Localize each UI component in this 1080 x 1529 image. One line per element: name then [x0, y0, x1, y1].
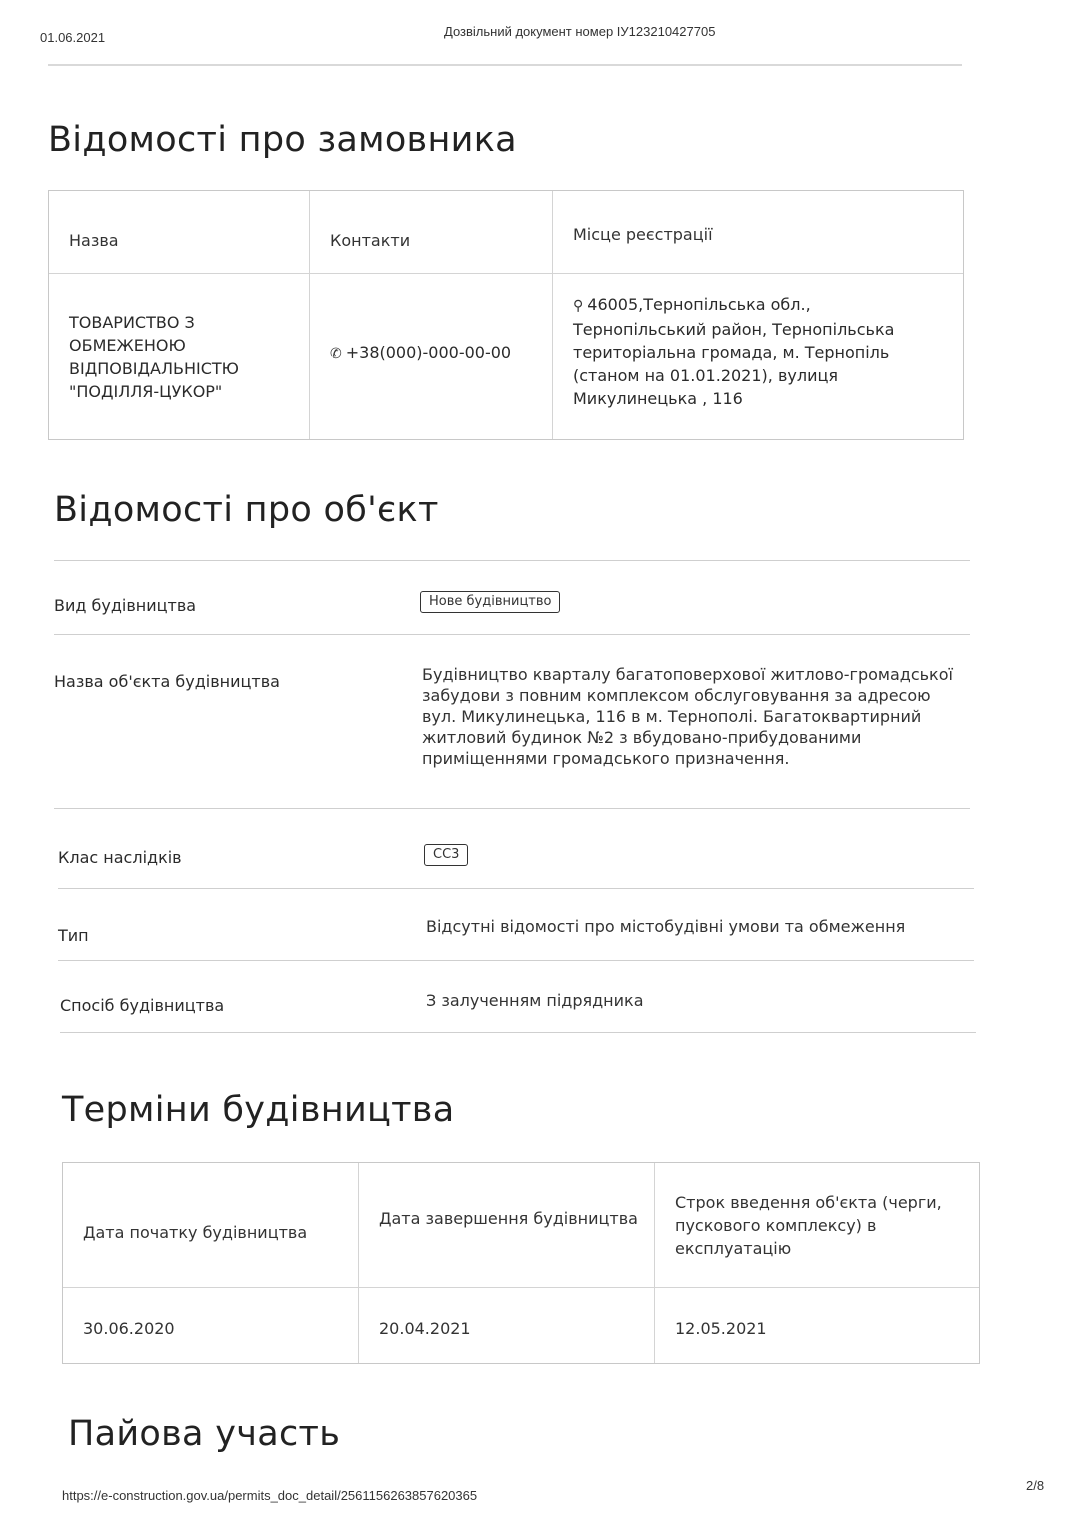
type-value: Відсутні відомості про містобудівні умови та обмеження — [426, 917, 906, 936]
construction-type-label: Вид будівництва — [54, 596, 197, 615]
table-header-row — [49, 191, 963, 274]
consequence-class-badge: СС3 — [424, 844, 468, 866]
customer-name-text: ТОВАРИСТВО З ОБМЕЖЕНОЮ ВІДПОВІДАЛЬНІСТЮ "ПОДІЛЛЯ-ЦУКОР" — [69, 313, 239, 401]
divider — [54, 560, 970, 561]
customer-phone-text[interactable]: +38(000)-000-00-00 — [345, 343, 512, 362]
map-marker-icon: ⚲ — [573, 298, 584, 314]
table-row — [63, 1287, 979, 1363]
phone-icon: ✆ — [330, 346, 342, 362]
share-section-title: Пайова участь — [68, 1414, 341, 1454]
divider — [54, 634, 970, 635]
construction-method-value: З залученням підрядника — [426, 991, 644, 1010]
terms-section-title: Терміни будівництва — [62, 1090, 455, 1130]
customer-table — [48, 190, 964, 440]
construction-method-label: Спосіб будівництва — [60, 996, 225, 1015]
customer-section-title: Відомості про замовника — [48, 120, 517, 160]
commissioning-date: 12.05.2021 — [675, 1319, 767, 1338]
print-header — [0, 24, 1080, 48]
header-name: Назва — [49, 191, 310, 273]
object-section-title: Відомості про об'єкт — [54, 490, 439, 530]
print-url: https://e-construction.gov.ua/permits_doc_detail/2561156263857620365 — [62, 1488, 478, 1503]
type-label: Тип — [58, 926, 89, 945]
page-number: 2/8 — [1026, 1478, 1045, 1493]
object-name-value: Будівництво кварталу багатоповерхової житлово-громадської забудови з повним комплексом обслуговування за адресою вул. Микулинецька, 116 в м. Тернополі. Багатоквартирний житловий будинок №2 з вбудовано-прибудованими приміщеннями громадського призначення. — [422, 665, 953, 768]
consequence-class-label: Клас наслідків — [58, 848, 182, 867]
divider — [60, 1032, 976, 1033]
customer-address-text: 46005,Тернопільська обл., Тернопільський район, Тернопільська територіальна громада, м. Тернопіль (станом на 01.01.2021), вулиця Микулинецька , 116 — [573, 295, 895, 408]
customer-name — [49, 273, 310, 439]
terms-table — [62, 1162, 980, 1364]
header-end-date: Дата завершення будівництва — [359, 1163, 655, 1287]
header-contacts: Контакти — [310, 191, 553, 273]
object-name-label: Назва об'єкта будівництва — [54, 672, 280, 691]
end-date: 20.04.2021 — [359, 1287, 655, 1363]
start-date: 30.06.2020 — [63, 1287, 359, 1363]
construction-type-badge: Нове будівництво — [420, 591, 560, 613]
header-commissioning-date: Строк введення об'єкта (черги, пускового комплексу) в експлуатацію — [675, 1193, 942, 1258]
customer-phone[interactable] — [310, 273, 553, 439]
divider — [58, 888, 974, 889]
header-registration: Місце реєстрації — [573, 225, 713, 244]
header-divider — [48, 64, 962, 66]
table-row — [49, 273, 963, 439]
divider — [58, 960, 974, 961]
print-date: 01.06.2021 — [40, 30, 106, 45]
header-start-date: Дата початку будівництва — [63, 1163, 359, 1287]
table-header-row — [63, 1163, 979, 1288]
divider — [54, 808, 970, 809]
customer-address — [553, 273, 963, 439]
document-number: Дозвільний документ номер ІУ123210427705 — [444, 24, 716, 39]
